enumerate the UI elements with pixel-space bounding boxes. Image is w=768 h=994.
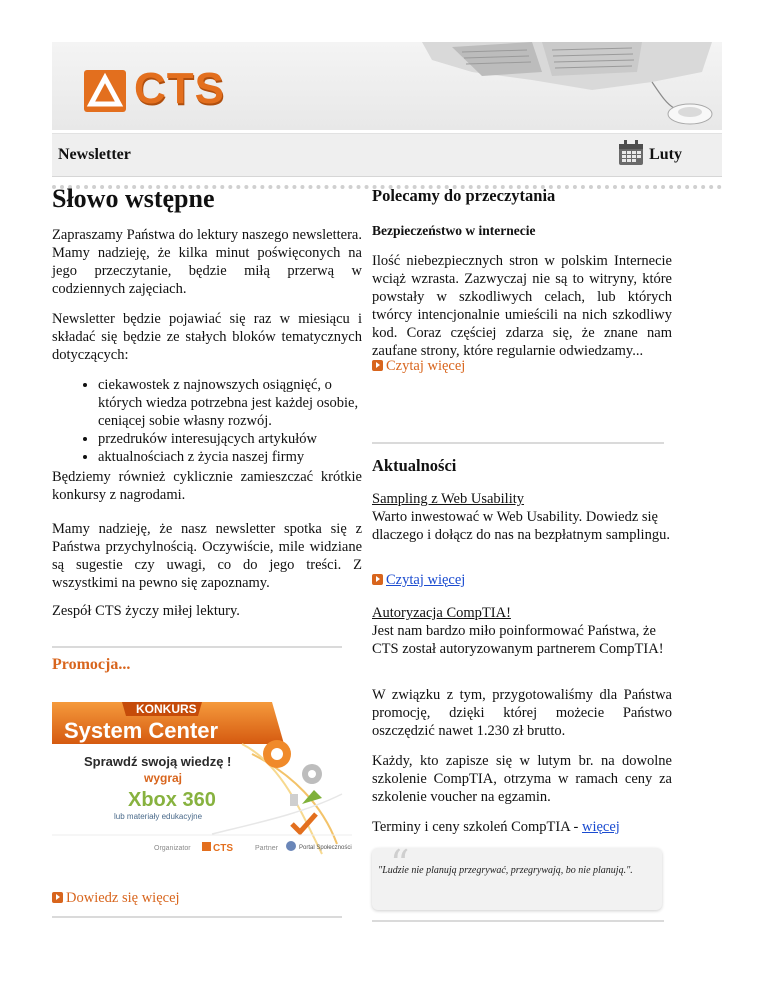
news1-title-link[interactable]: Sampling z Web Usability [372,491,525,507]
intro-paragraph-4: Mamy nadzieję, że nasz newsletter spotka się z Państwa przychylnością. Oczywiście, mile widziane są sugestie czy uwagi, co do jego treści. Z wszystkimi na pewno się zapoznamy. [52,521,362,591]
topics-list [52,376,362,466]
banner-system-center: System Center [64,718,219,743]
logo-text: CTS [134,64,225,113]
banner-portal: Portal Społeczności [299,845,352,851]
news2-title-link[interactable]: Autoryzacja CompTIA! [372,605,511,621]
banner-xbox: Xbox 360 [128,789,216,811]
logo-triangle-icon [84,70,126,112]
article-more-link[interactable] [372,358,465,375]
divider [52,916,342,918]
news2-more-link[interactable]: więcej [582,819,620,835]
news-title: Aktualności [372,456,457,475]
banner-konkurs: KONKURS [136,702,197,716]
divider [52,646,342,648]
article-text: Ilość niebezpiecznych stron w polskim Internecie wciąż wzrasta. Zazwyczaj nie są to witryny, które powstały w szkodliwych celach, lub których twórcy intencjonalnie umieścili na nich szkodliwy kod. Coraz częściej zdarza się, że znane nam zaufane strony, które regularnie odwiedzamy... [372,253,672,359]
news2-paragraph-4 [372,818,672,836]
month-label: Luty [649,146,682,163]
news2-paragraph-3: Każdy, kto zapisze się w lutym br. na dowolne szkolenie CompTIA, otrzyma w ramach ceny za szkolenie voucher na egzamin. [372,753,672,805]
quote-box [372,842,662,910]
article-more-label[interactable]: Czytaj więcej [386,358,466,374]
newsletter-label: Newsletter [58,146,131,163]
list-item: • aktualnościach z życia naszej firmy [98,448,362,466]
news1-more-label[interactable]: Czytaj więcej [386,572,466,588]
banner-lub: lub materiały edukacyjne [114,812,203,821]
contest-banner[interactable] [52,694,352,859]
arrow-right-icon [52,892,63,903]
quote-mark-icon: “ [390,842,410,886]
news1-text: Warto inwestować w Web Usability. Dowiedz się dlaczego i dołącz do nas na bezpłatnym samplingu. [372,509,670,543]
newsletter-bar [52,133,722,177]
divider [372,442,664,444]
recommended-title: Polecamy do przeczytania [372,186,556,205]
news2-more-prefix: Terminy i ceny szkoleń CompTIA - [372,819,582,835]
quote-text: "Ludzie nie planują przegrywać, przegrywają, bo nie planują.". [378,865,633,876]
news1-more-link[interactable] [372,572,465,589]
intro-paragraph-2: Newsletter będzie pojawiać się raz w miesiącu i składać się będzie ze stałych bloków tematycznych dotyczących: [52,311,362,363]
header-banner [52,42,722,130]
news2-paragraph-2: W związku z tym, przygotowaliśmy dla Państwa promocję, dzięki której możecie Państwo oszczędzić nawet 1.230 zł brutto. [372,687,672,739]
news2-block [372,604,672,622]
newspaper-mouse-image [412,42,722,130]
list-item: • ciekawostek z najnowszych osiągnięć, o których wiedza potrzebna jest każdej osobie, ceniącej sobie własny rozwój. [98,376,362,430]
intro-paragraph-1: Zapraszamy Państwa do lektury naszego newslettera. Mamy nadzieję, że kilka minut poświęconych na jego przeczytanie, będzie miłą przerwą w codziennych zajęciach. [52,227,362,297]
signature-line: Zespół CTS życzy miłej lektury. [52,603,240,619]
intro-title: Słowo wstępne [52,184,215,213]
calendar-icon [618,140,644,166]
banner-partner: Partner [255,845,278,852]
banner-wygraj: wygraj [144,771,183,785]
promo-more-label[interactable]: Dowiedz się więcej [66,890,180,906]
divider [372,920,664,922]
arrow-right-icon [372,360,383,371]
banner-organizator: Organizator [154,845,191,852]
news1-block [372,490,672,508]
cts-logo [84,64,284,114]
promo-more-link[interactable] [52,890,180,907]
promo-title: Promocja... [52,656,131,673]
list-item: • przedruków interesujących artykułów [98,430,362,448]
banner-cts: CTS [213,843,233,854]
news2-text: Jest nam bardzo miło poinformować Państwa, że CTS został autoryzowanym partnerem CompTIA! [372,623,664,657]
arrow-right-icon [372,574,383,585]
contest-banner-graphic [52,694,352,859]
intro-paragraph-3: Będziemy również cyklicznie zamieszczać krótkie konkursy z nagrodami. [52,469,362,503]
article-title: Bezpieczeństwo w internecie [372,223,536,238]
banner-sprawdz: Sprawdź swoją wiedzę ! [84,754,232,769]
